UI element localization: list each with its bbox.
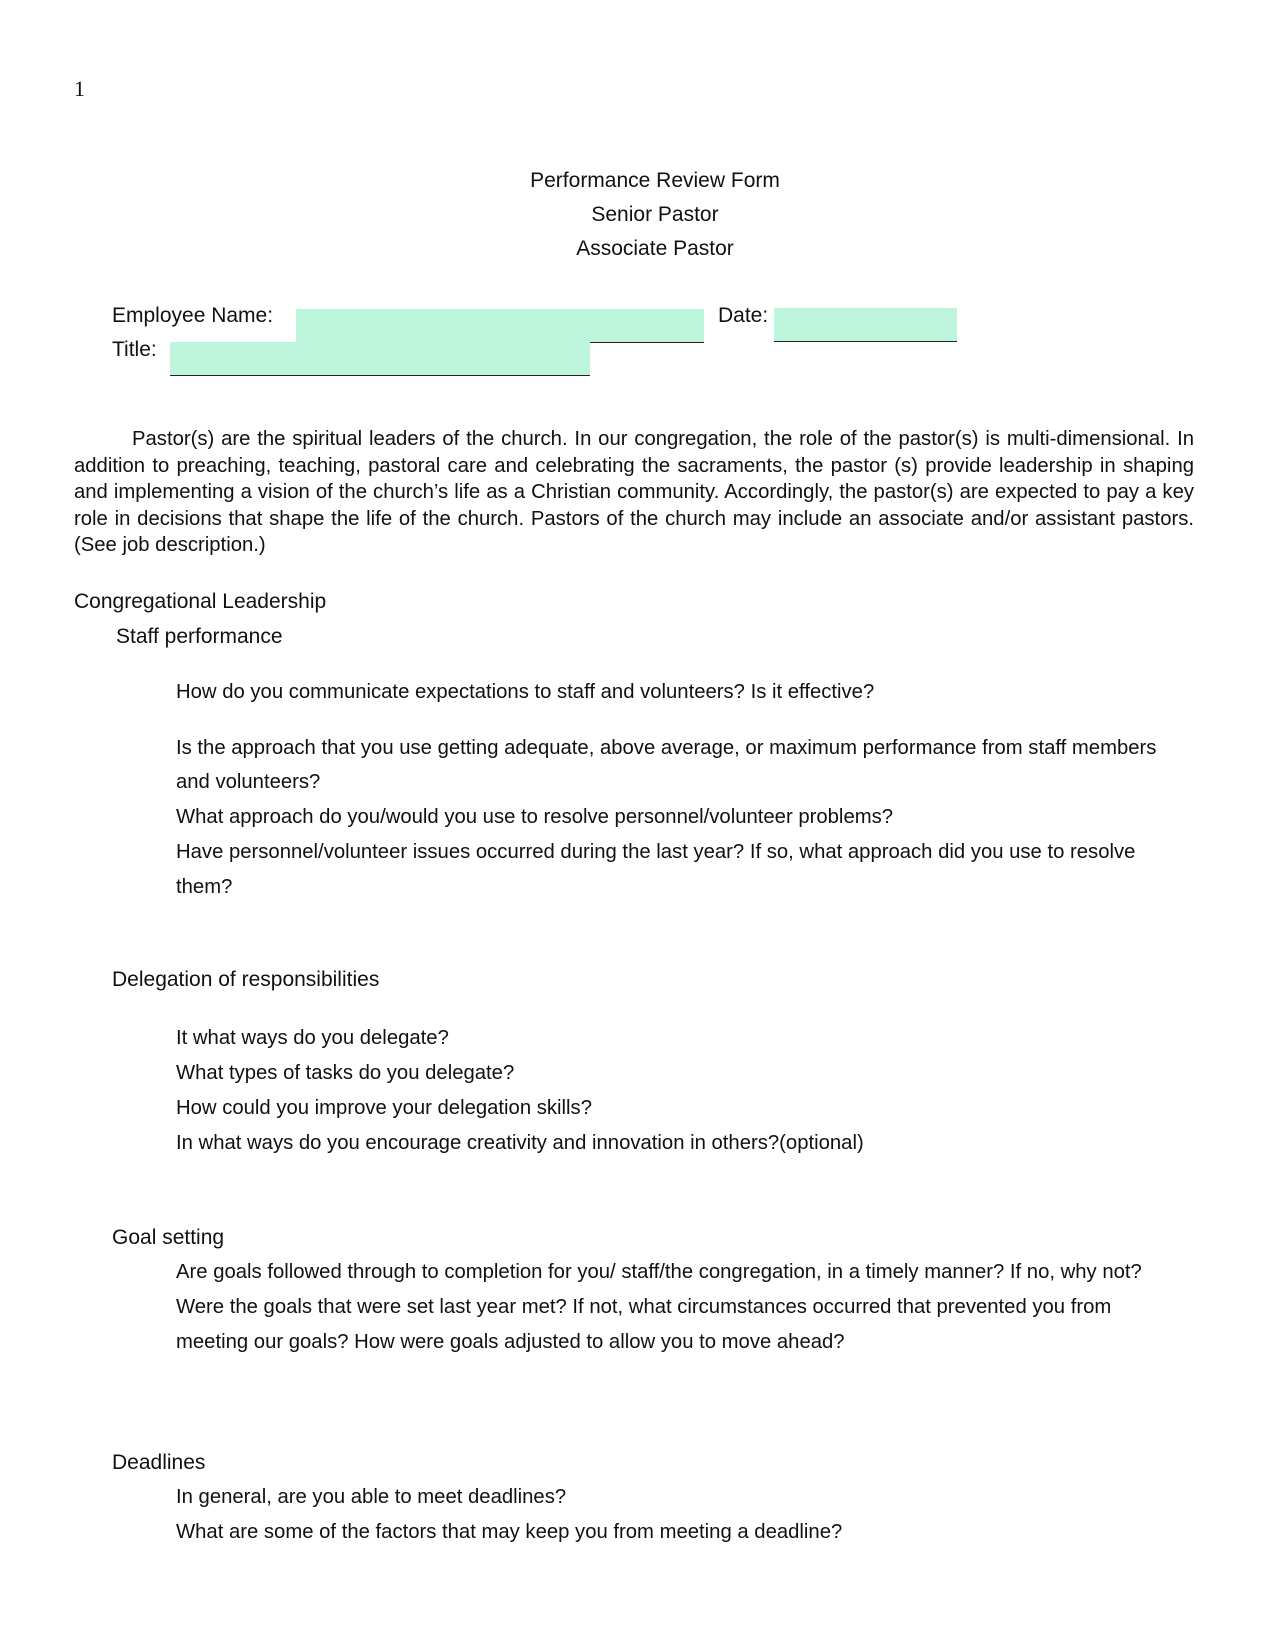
staff-question: How do you communicate expectations to staff and volunteers? Is it effective?: [176, 681, 875, 703]
delegation-question: What types of tasks do you delegate?: [176, 1062, 515, 1084]
title-label: Title:: [112, 338, 157, 361]
staff-performance-heading: Staff performance: [116, 625, 283, 648]
date-label: Date:: [718, 304, 769, 327]
goal-question-cont: meeting our goals? How were goals adjusted to allow you to move ahead?: [176, 1331, 845, 1353]
deadlines-heading: Deadlines: [112, 1451, 206, 1474]
deadline-question: What are some of the factors that may keep you from meeting a deadline?: [176, 1521, 843, 1543]
employee-name-field[interactable]: [296, 309, 704, 343]
date-field[interactable]: [774, 308, 957, 342]
delegation-question: In what ways do you encourage creativity and innovation in others?(optional): [176, 1132, 864, 1154]
intro-paragraph: [74, 426, 1194, 559]
staff-question-cont: them?: [176, 876, 233, 898]
section-title: Congregational Leadership: [74, 590, 327, 613]
employee-name-label: Employee Name:: [112, 304, 274, 327]
delegation-question: How could you improve your delegation skills?: [176, 1097, 592, 1119]
title-field[interactable]: [170, 342, 590, 376]
goal-question: Were the goals that were set last year met? If not, what circumstances occurred that prevented you from: [176, 1296, 1112, 1318]
staff-question: Have personnel/volunteer issues occurred during the last year? If so, what approach did you use to resolve: [176, 841, 1136, 863]
form-subtitle-senior: Senior Pastor: [591, 203, 719, 226]
goal-setting-heading: Goal setting: [112, 1226, 225, 1249]
page-number: 1: [74, 76, 85, 101]
delegation-question: It what ways do you delegate?: [176, 1027, 449, 1049]
delegation-heading: Delegation of responsibilities: [112, 968, 380, 991]
staff-question: Is the approach that you use getting adequate, above average, or maximum performance from staff members: [176, 737, 1157, 759]
staff-question: What approach do you/would you use to resolve personnel/volunteer problems?: [176, 806, 894, 828]
intro-text: Pastor(s) are the spiritual leaders of the church. In our congregation, the role of the pastor(s) is multi-dimensional. In addition to preaching, teaching, pastoral care and celebrating the sacraments, the pastor (s) provide leadership in shaping and implementing a vision of the church’s life as a Christian community. Accordingly, the pastor(s) are expected to pay a key role in decisions that shape the life of the church. Pastors of the church may include an associate and/or assistant pastors. (See job description.): [74, 428, 1194, 556]
goal-question: Are goals followed through to completion for you/ staff/the congregation, in a timely manner? If no, why not?: [176, 1261, 1142, 1283]
form-title: Performance Review Form: [530, 169, 780, 192]
deadline-question: In general, are you able to meet deadlines?: [176, 1486, 567, 1508]
form-subtitle-associate: Associate Pastor: [576, 237, 734, 260]
staff-question-cont: and volunteers?: [176, 771, 321, 793]
